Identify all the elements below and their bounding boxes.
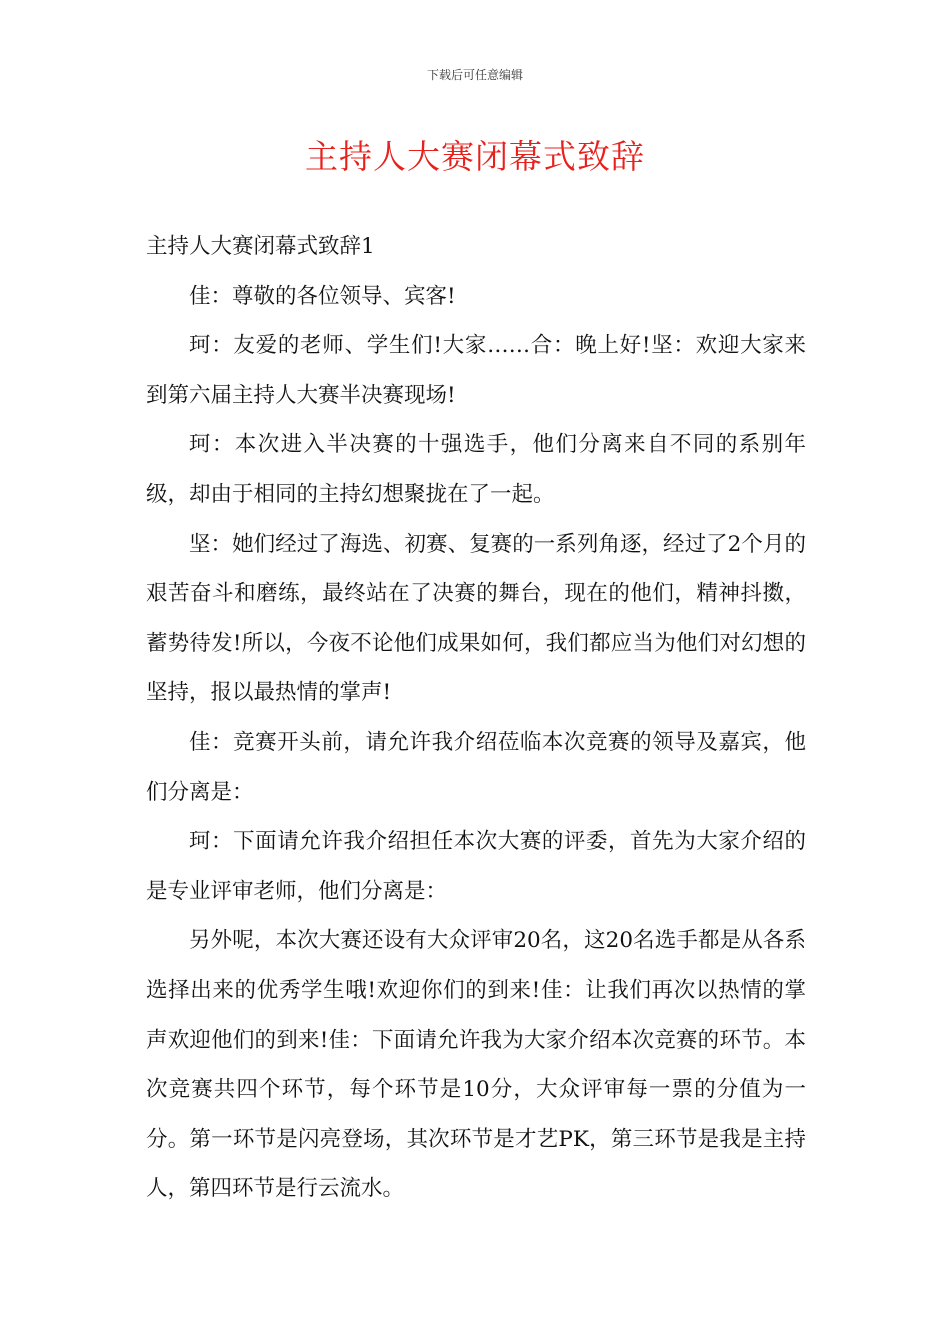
paragraph-4: 坚：她们经过了海选、初赛、复赛的一系列角逐，经过了2个月的艰苦奋斗和磨练，最终站在了决赛的舞台，现在的他们，精神抖擞，蓄势待发!所以，今夜不论他们成果如何，我们都应当为他们对幻想的坚持，报以最热情的掌声!: [146, 531, 806, 706]
paragraph-1: 佳：尊敬的各位领导、宾客!: [189, 283, 456, 309]
paragraph-7: 另外呢，本次大赛还设有大众评审20名，这20名选手都是从各系选择出来的优秀学生哦!欢迎你们的到来!佳：让我们再次以热情的掌声欢迎他们的到来!佳：下面请允许我为大家介绍本次竞赛的环节。本次竞赛共四个环节，每个环节是10分，大众评审每一票的分值为一分。第一环节是闪亮登场，其次环节是才艺PK，第三环节是我是主持人，第四环节是行云流水。: [146, 928, 806, 1202]
paragraph-2: 珂：友爱的老师、学生们!大家……合：晚上好!坚：欢迎大家来到第六届主持人大赛半决赛现场!: [146, 333, 806, 408]
paragraph-3: 珂：本次进入半决赛的十强选手，他们分离来自不同的系别年级，却由于相同的主持幻想聚拢在了一起。: [146, 432, 806, 507]
section-heading: 主持人大赛闭幕式致辞1: [146, 234, 375, 259]
document-body: [146, 222, 806, 1214]
paragraph-5: 佳：竞赛开头前，请允许我介绍莅临本次竞赛的领导及嘉宾，他们分离是：: [146, 729, 806, 805]
page-header-note: 下载后可任意编辑: [426, 68, 523, 82]
document-title: 主持人大赛闭幕式致辞: [305, 137, 645, 176]
paragraph-6: 珂：下面请允许我介绍担任本次大赛的评委，首先为大家介绍的是专业评审老师，他们分离是：: [146, 829, 806, 904]
